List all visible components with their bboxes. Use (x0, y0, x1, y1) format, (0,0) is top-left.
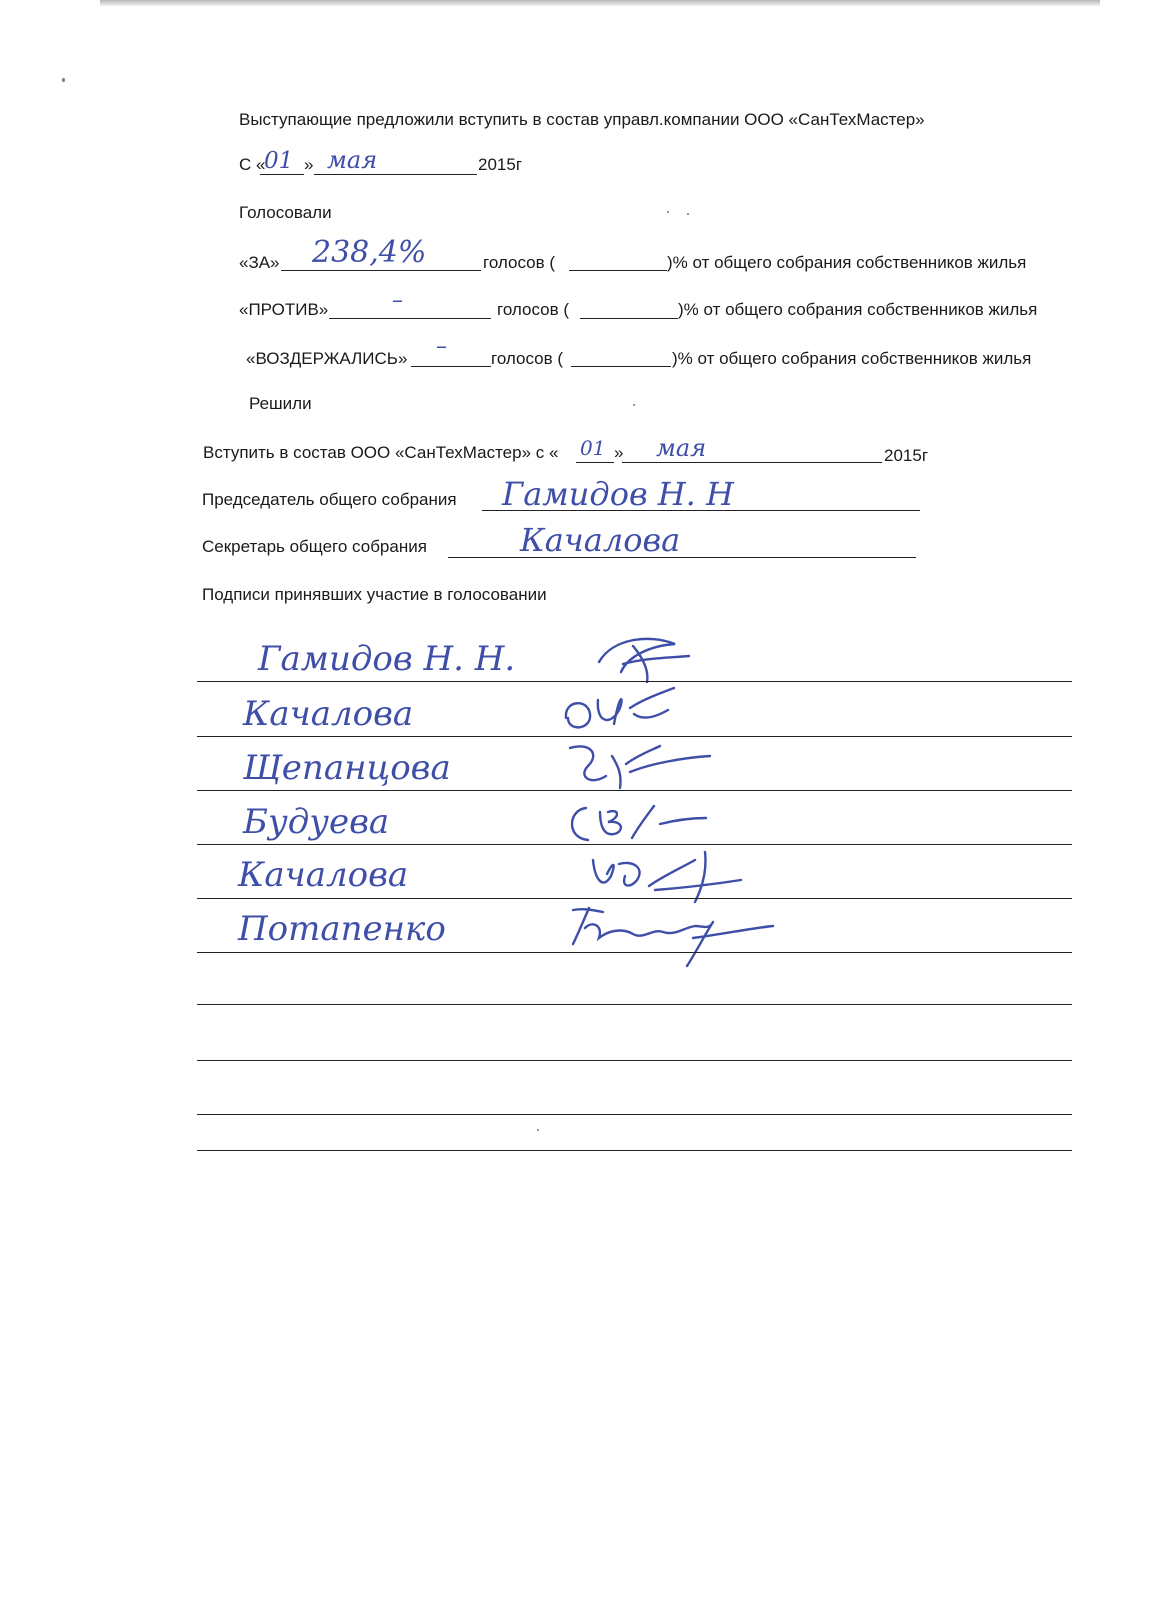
vote-label: «ПРОТИВ» (239, 300, 329, 319)
decision-month-underline (622, 462, 882, 463)
start-date-mid: » (304, 155, 314, 174)
vote-value-underline (329, 318, 491, 319)
secretary-label: Секретарь общего собрания (202, 537, 427, 556)
signatures-heading: Подписи принявших участие в голосовании (202, 585, 547, 604)
vote-label: «ВОЗДЕРЖАЛИСЬ» (246, 349, 408, 368)
start-day-handwritten: 01 (264, 148, 294, 174)
vote-percent-blank (569, 270, 667, 271)
vote-percent-blank (571, 366, 671, 367)
signatory-name: Качалова (243, 694, 414, 734)
vote-words: голосов ( (483, 253, 556, 272)
signature-line (197, 681, 1072, 682)
signature-line (197, 790, 1072, 791)
vote-label: «ЗА» (239, 253, 280, 272)
signature-scribble (585, 846, 745, 906)
vote-words: голосов ( (497, 300, 570, 319)
scan-speck (62, 78, 65, 82)
intro-text: Выступающие предложили вступить в состав управл.компании ООО «СанТехМастер» (239, 110, 925, 129)
signature-line (197, 844, 1072, 845)
vote-percent-blank (580, 318, 678, 319)
chairman-name-handwritten: Гамидов Н. Н (502, 475, 734, 513)
signature-scribble (560, 736, 720, 796)
signatory-name: Качалова (238, 855, 409, 895)
scan-speck (633, 404, 635, 406)
signatory-name: Потапенко (238, 909, 446, 949)
signature-scribble (563, 898, 783, 968)
vote-value-handwritten: 238,4% (312, 235, 427, 270)
empty-signature-line (197, 1060, 1072, 1061)
empty-signature-line (197, 1150, 1072, 1151)
scan-speck (537, 1129, 539, 1131)
decision-prefix: Вступить в состав ООО «СанТехМастер» с « (203, 443, 559, 462)
vote-suffix: )% от общего собрания собственников жилья (678, 300, 1038, 319)
start-date-prefix: С « (239, 155, 266, 174)
decision-day-underline (576, 462, 614, 463)
signatory-name: Гамидов Н. Н. (258, 639, 516, 679)
chairman-label: Председатель общего собрания (202, 490, 457, 509)
secretary-name-handwritten: Качалова (520, 521, 681, 559)
scan-speck (667, 211, 669, 213)
vote-value-underline (411, 366, 491, 367)
signature-scribble (585, 628, 715, 688)
start-day-underline (260, 174, 304, 175)
vote-value-handwritten: – (392, 288, 403, 313)
vote-value-underline (281, 270, 481, 271)
decision-day-handwritten: 01 (580, 436, 606, 460)
decision-month-handwritten: мая (656, 434, 707, 462)
scan-edge-shadow (100, 0, 1100, 6)
signature-line (197, 952, 1072, 953)
decision-year: 2015г (884, 446, 929, 465)
vote-value-handwritten: – (436, 334, 447, 359)
vote-words: голосов ( (491, 349, 564, 368)
start-month-underline (314, 174, 477, 175)
scan-speck (687, 213, 689, 215)
vote-suffix: )% от общего собрания собственников жилья (672, 349, 1032, 368)
secretary-underline (448, 557, 916, 558)
empty-signature-line (197, 1004, 1072, 1005)
decided-heading: Решили (249, 394, 312, 413)
voted-heading: Голосовали (239, 203, 332, 222)
signatory-name: Будуева (243, 802, 390, 842)
signature-scribble (560, 794, 710, 854)
signatory-name: Щепанцова (243, 748, 451, 788)
start-date-year: 2015г (478, 155, 523, 174)
empty-signature-line (197, 1114, 1072, 1115)
vote-suffix: )% от общего собрания собственников жилья (667, 253, 1027, 272)
signature-scribble (558, 684, 688, 744)
start-month-handwritten: мая (327, 146, 378, 174)
decision-mid: » (614, 443, 624, 462)
